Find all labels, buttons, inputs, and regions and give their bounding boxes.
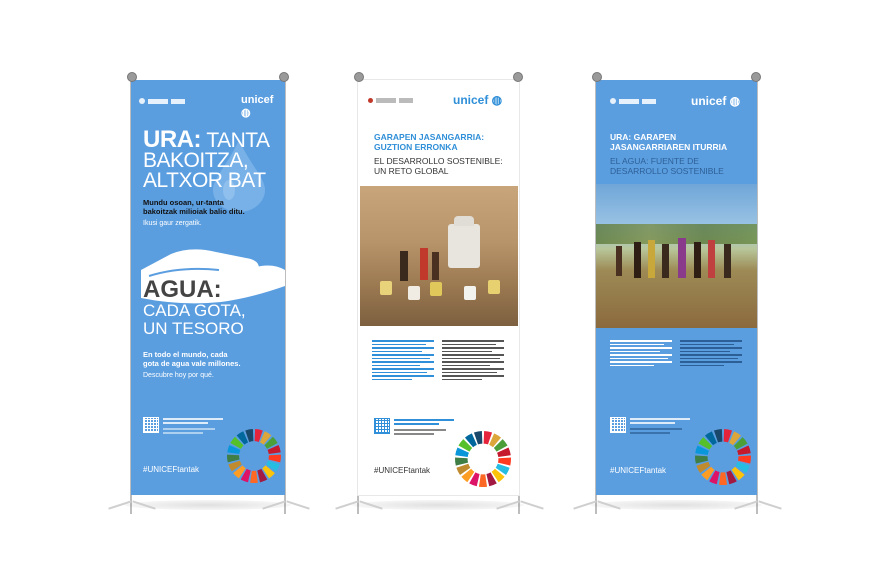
partner-logos bbox=[368, 98, 413, 103]
partner-logos bbox=[610, 98, 656, 104]
title-es: EL DESARROLLO SOSTENIBLE: UN RETO GLOBAL bbox=[374, 156, 503, 176]
clip bbox=[592, 72, 602, 82]
title-es-sub: CADA GOTA, UN TESORO bbox=[143, 301, 246, 338]
partner-logos bbox=[139, 98, 185, 104]
cta-es: Descubre hoy por qué. bbox=[143, 372, 214, 379]
title-eu: URA: GARAPEN JASANGARRIAREN ITURRIA bbox=[610, 132, 728, 152]
sdg-segment bbox=[268, 455, 281, 463]
qr-code[interactable] bbox=[374, 418, 390, 434]
title-es: EL AGUA: FUENTE DE DESARROLLO SOSTENIBLE bbox=[610, 156, 724, 176]
sdg-segment bbox=[738, 456, 751, 464]
hashtag: #UNICEFtantak bbox=[610, 466, 667, 475]
unicef-logo bbox=[241, 94, 285, 119]
sdg-segment bbox=[719, 472, 727, 485]
sdg-segment bbox=[479, 474, 487, 487]
fine-print bbox=[630, 418, 690, 434]
title-eu: GARAPEN JASANGARRIA: GUZTION ERRONKA bbox=[374, 132, 485, 152]
unicef-logo bbox=[691, 94, 740, 108]
body-text-es bbox=[442, 338, 504, 382]
clip bbox=[127, 72, 137, 82]
banner-water-treasure bbox=[131, 80, 285, 495]
globe-icon: ◍ bbox=[241, 107, 251, 119]
water-tank bbox=[448, 224, 480, 268]
qr-code[interactable] bbox=[143, 417, 159, 433]
qr-code[interactable] bbox=[610, 417, 626, 433]
fine-print bbox=[394, 419, 454, 435]
body-text-eu bbox=[372, 338, 434, 382]
globe-icon: ◍ bbox=[488, 93, 503, 107]
clip bbox=[513, 72, 523, 82]
clip bbox=[354, 72, 364, 82]
subtitle-eu: Mundu osoan, ur-tanta bakoitzak milioiak balio ditu. bbox=[143, 198, 245, 216]
subtitle-es: En todo el mundo, cada gota de agua vale millones. bbox=[143, 350, 241, 368]
sdg-wheel-icon bbox=[454, 430, 512, 488]
title-eu: URA: TANTA BAKOITZA, ALTXOR BAT bbox=[143, 126, 270, 192]
brand-name: unicef bbox=[691, 94, 727, 108]
globe-icon: ◍ bbox=[726, 94, 741, 108]
photo-children-field bbox=[596, 184, 757, 328]
sdg-wheel-icon bbox=[694, 428, 752, 486]
sdg-segment bbox=[227, 455, 240, 463]
hashtag: #UNICEFtantak bbox=[374, 466, 431, 475]
brand-name: unicef bbox=[241, 94, 274, 106]
body-text-eu bbox=[610, 338, 672, 368]
banner-sustainable-development bbox=[358, 80, 519, 495]
fine-print bbox=[163, 418, 223, 434]
sdg-segment bbox=[250, 471, 258, 483]
clip bbox=[751, 72, 761, 82]
hashtag: #UNICEFtantak bbox=[143, 465, 200, 474]
body-text-es bbox=[680, 338, 742, 368]
banner-water-source bbox=[596, 80, 757, 495]
cta-eu: Ikusi gaur zergatik. bbox=[143, 220, 202, 227]
sdg-segment bbox=[455, 458, 468, 466]
sdg-segment bbox=[498, 458, 511, 466]
photo-water-collection bbox=[360, 186, 518, 326]
sdg-segment bbox=[695, 456, 708, 464]
clip bbox=[279, 72, 289, 82]
title-es: AGUA: bbox=[143, 276, 222, 303]
brand-name: unicef bbox=[453, 93, 489, 107]
sdg-wheel-icon bbox=[226, 428, 282, 484]
unicef-logo bbox=[453, 93, 502, 107]
